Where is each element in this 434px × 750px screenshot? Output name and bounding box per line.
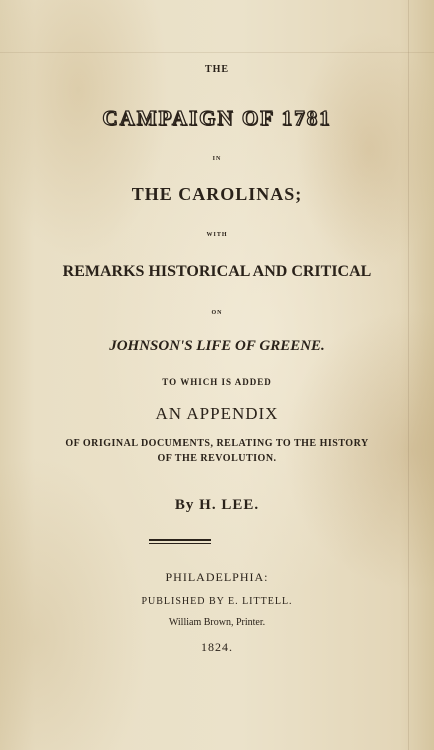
title-article: THE — [204, 64, 230, 75]
region-title: THE CAROLINAS; — [131, 184, 303, 204]
connector-with: WITH — [206, 232, 228, 238]
page-crease — [0, 52, 434, 53]
imprint-year: 1824. — [201, 640, 233, 654]
added-note: TO WHICH IS ADDED — [162, 377, 272, 387]
appendix-heading: AN APPENDIX — [155, 404, 279, 423]
appendix-description-line-1: OF ORIGINAL DOCUMENTS, RELATING TO THE HISTORY — [65, 438, 369, 449]
imprint-city: PHILADELPHIA: — [165, 570, 269, 584]
main-title: CAMPAIGN OF 1781 — [102, 106, 332, 130]
double-rule-divider — [149, 539, 211, 544]
subtitle: REMARKS HISTORICAL AND CRITICAL — [62, 263, 372, 280]
author-line: By H. LEE. — [174, 497, 260, 513]
imprint-publisher: PUBLISHED BY E. LITTELL. — [141, 596, 293, 607]
subject-title: JOHNSON'S LIFE OF GREENE. — [109, 338, 325, 354]
imprint-printer: William Brown, Printer. — [168, 617, 266, 628]
connector-on: ON — [211, 310, 223, 316]
appendix-description-line-2: OF THE REVOLUTION. — [157, 453, 277, 464]
connector-in: IN — [212, 156, 222, 162]
